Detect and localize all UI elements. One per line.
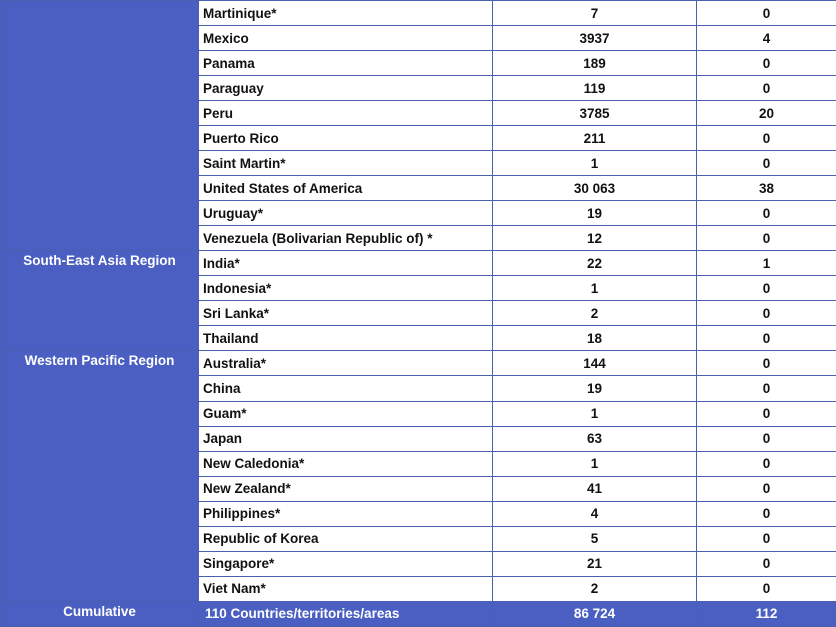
country-cell: Thailand — [199, 326, 493, 351]
country-cell: Puerto Rico — [199, 126, 493, 151]
cases-cell: 41 — [493, 476, 697, 501]
cases-cell: 18 — [493, 326, 697, 351]
deaths-cell: 0 — [697, 301, 836, 326]
country-cell: Saint Martin* — [199, 151, 493, 176]
country-cell: Sri Lanka* — [199, 301, 493, 326]
country-cell: India* — [199, 251, 493, 276]
deaths-cell: 0 — [697, 526, 836, 551]
cases-cell: 12 — [493, 226, 697, 251]
deaths-cell: 0 — [697, 426, 836, 451]
cases-cell: 21 — [493, 551, 697, 576]
deaths-cell: 0 — [697, 126, 836, 151]
country-cell: Uruguay* — [199, 201, 493, 226]
deaths-cell: 0 — [697, 451, 836, 476]
deaths-cell: 0 — [697, 51, 836, 76]
country-cell: Martinique* — [199, 1, 493, 26]
cumulative-row — [1, 601, 836, 626]
deaths-cell: 0 — [697, 326, 836, 351]
cases-cell: 3937 — [493, 26, 697, 51]
cases-cell: 19 — [493, 376, 697, 401]
table-row — [1, 351, 836, 376]
country-cell: Republic of Korea — [199, 526, 493, 551]
cases-cell: 63 — [493, 426, 697, 451]
country-cell: Philippines* — [199, 501, 493, 526]
cumulative-deaths: 112 — [697, 601, 836, 626]
deaths-cell: 0 — [697, 1, 836, 26]
cumulative-label: Cumulative — [1, 601, 199, 626]
table-row — [1, 1, 836, 26]
region-cell-continuation — [1, 1, 199, 251]
country-cell: Indonesia* — [199, 276, 493, 301]
deaths-cell: 0 — [697, 551, 836, 576]
deaths-cell: 0 — [697, 201, 836, 226]
deaths-cell: 0 — [697, 151, 836, 176]
country-cell: Paraguay — [199, 76, 493, 101]
deaths-cell: 0 — [697, 226, 836, 251]
country-cell: Singapore* — [199, 551, 493, 576]
deaths-cell: 0 — [697, 576, 836, 601]
table-row — [1, 251, 836, 276]
deaths-cell: 0 — [697, 401, 836, 426]
deaths-cell: 0 — [697, 76, 836, 101]
cases-cell: 2 — [493, 576, 697, 601]
cases-cell: 4 — [493, 501, 697, 526]
country-cell: China — [199, 376, 493, 401]
deaths-cell: 20 — [697, 101, 836, 126]
table-body — [1, 1, 836, 627]
country-cell: Viet Nam* — [199, 576, 493, 601]
cases-cell: 7 — [493, 1, 697, 26]
country-cell: Australia* — [199, 351, 493, 376]
deaths-cell: 4 — [697, 26, 836, 51]
cases-cell: 19 — [493, 201, 697, 226]
cases-cell: 3785 — [493, 101, 697, 126]
deaths-cell: 38 — [697, 176, 836, 201]
country-cell: Mexico — [199, 26, 493, 51]
cumulative-country-count: 110 Countries/territories/areas — [199, 601, 493, 626]
country-cell: Guam* — [199, 401, 493, 426]
country-cell: Japan — [199, 426, 493, 451]
cases-cell: 1 — [493, 451, 697, 476]
cases-cell: 1 — [493, 276, 697, 301]
cases-cell: 22 — [493, 251, 697, 276]
cases-cell: 211 — [493, 126, 697, 151]
cases-cell: 1 — [493, 401, 697, 426]
deaths-cell: 0 — [697, 476, 836, 501]
cases-cell: 119 — [493, 76, 697, 101]
cases-cell: 5 — [493, 526, 697, 551]
deaths-cell: 0 — [697, 376, 836, 401]
deaths-cell: 0 — [697, 351, 836, 376]
cases-cell: 1 — [493, 151, 697, 176]
deaths-cell: 0 — [697, 501, 836, 526]
cases-cell: 2 — [493, 301, 697, 326]
region-cell-south-east-asia: South-East Asia Region — [1, 251, 199, 351]
cases-cell: 189 — [493, 51, 697, 76]
cases-cell: 30 063 — [493, 176, 697, 201]
deaths-cell: 0 — [697, 276, 836, 301]
country-cell: United States of America — [199, 176, 493, 201]
country-cell: Panama — [199, 51, 493, 76]
cumulative-cases: 86 724 — [493, 601, 697, 626]
deaths-cell: 1 — [697, 251, 836, 276]
country-cell: New Zealand* — [199, 476, 493, 501]
country-cell: New Caledonia* — [199, 451, 493, 476]
country-cell: Venezuela (Bolivarian Republic of) * — [199, 226, 493, 251]
region-cell-western-pacific: Western Pacific Region — [1, 351, 199, 601]
cases-cell: 144 — [493, 351, 697, 376]
country-cell: Peru — [199, 101, 493, 126]
